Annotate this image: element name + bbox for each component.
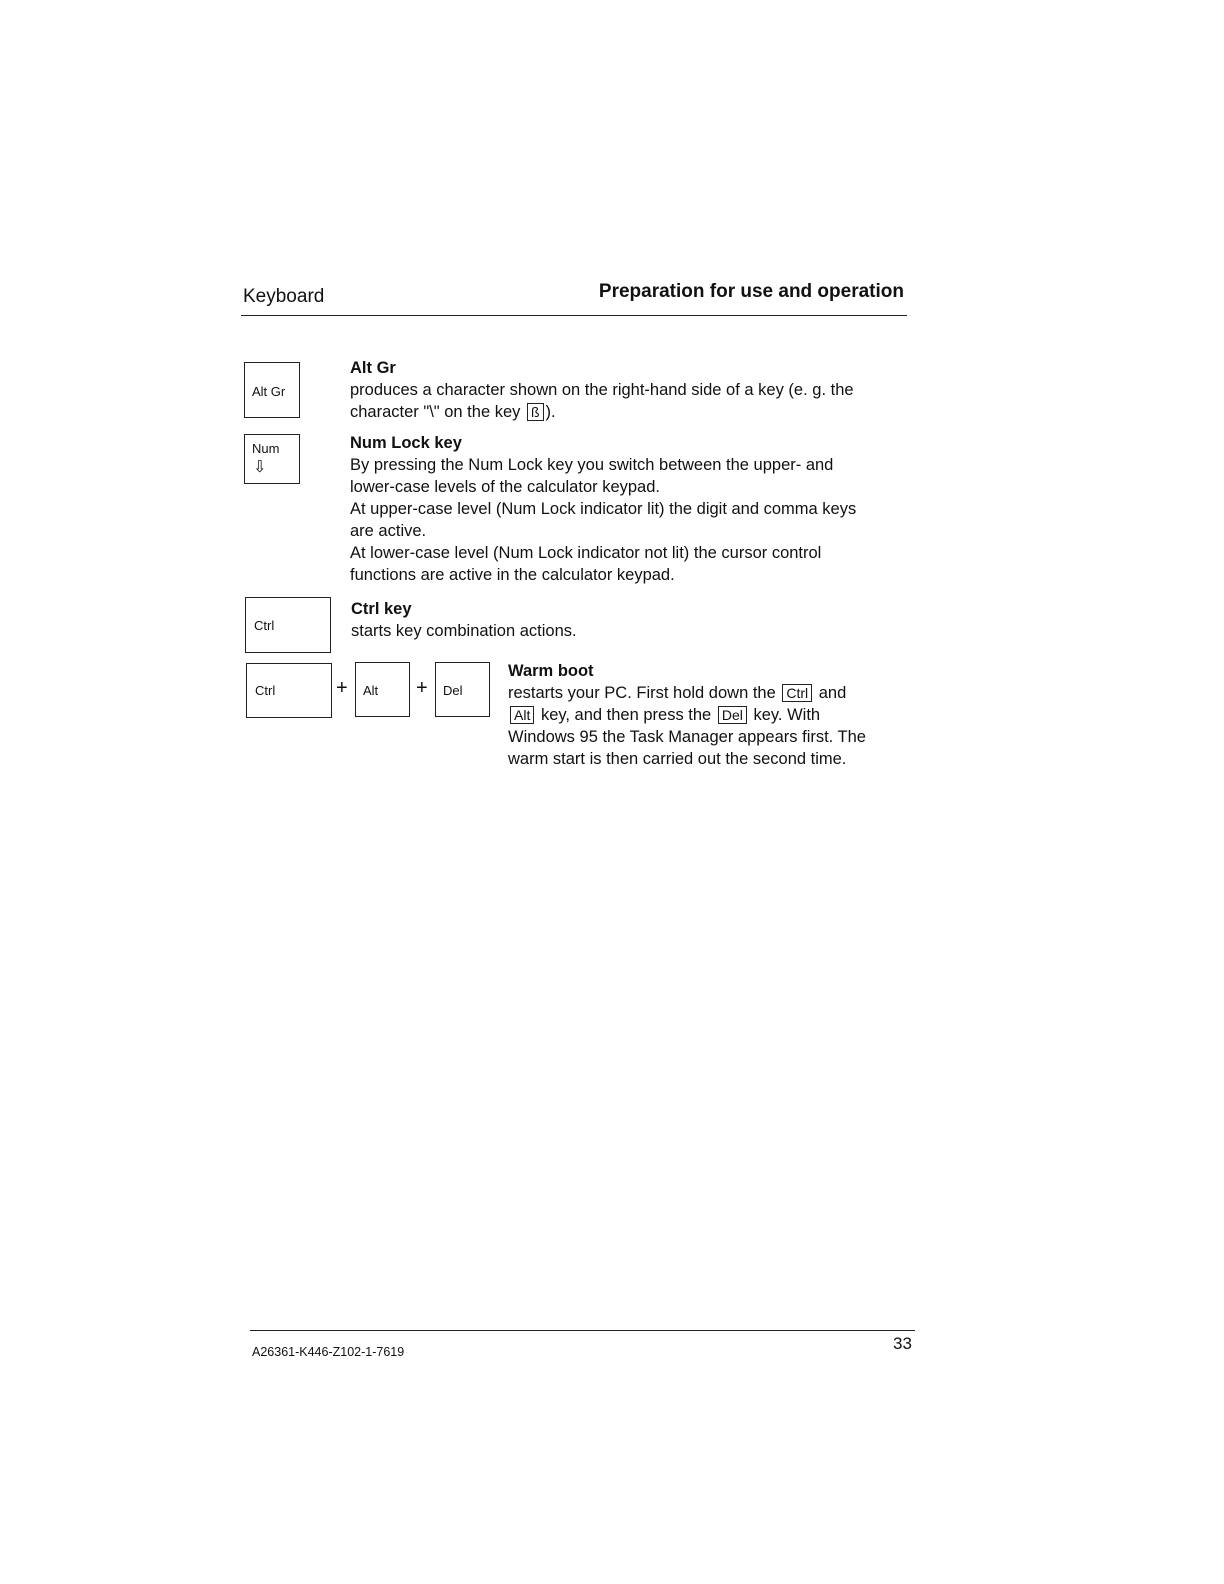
altgr-desc-suffix: ). bbox=[545, 403, 556, 421]
altgr-section bbox=[350, 357, 910, 423]
combo-del-key-label: Del bbox=[443, 683, 463, 698]
ctrl-desc: starts key combination actions. bbox=[351, 622, 577, 640]
numlock-line: are active. bbox=[350, 522, 427, 540]
combo-ctrl-key-icon bbox=[246, 663, 332, 718]
warmboot-line2 bbox=[508, 704, 908, 726]
numlock-line: functions are active in the calculator keypad. bbox=[350, 566, 675, 584]
altgr-key-label: Alt Gr bbox=[252, 384, 286, 399]
altgr-desc-prefix: character "\" on the key bbox=[350, 403, 525, 421]
header-rule bbox=[241, 315, 907, 316]
document-code: A26361-K446-Z102-1-7619 bbox=[252, 1345, 405, 1359]
eszett-key-icon: ß bbox=[527, 403, 544, 421]
ctrl-key-icon bbox=[245, 597, 331, 653]
warmboot-line1-prefix: restarts your PC. First hold down the bbox=[508, 684, 776, 702]
combo-alt-key-icon bbox=[355, 662, 410, 717]
footer-rule bbox=[250, 1330, 915, 1331]
warmboot-line1 bbox=[508, 682, 908, 704]
altgr-title: Alt Gr bbox=[350, 359, 396, 377]
ctrl-key-label: Ctrl bbox=[254, 618, 275, 633]
alt-inline-key-icon: Alt bbox=[510, 706, 534, 724]
ctrl-title: Ctrl key bbox=[351, 600, 412, 618]
del-inline-key-icon: Del bbox=[718, 706, 747, 724]
plus-sign: + bbox=[336, 677, 348, 699]
plus-sign: + bbox=[416, 677, 428, 699]
ctrl-inline-key-icon: Ctrl bbox=[782, 684, 812, 702]
down-arrow-icon: ⇩ bbox=[253, 459, 267, 476]
warmboot-line3: Windows 95 the Task Manager appears first. The bbox=[508, 728, 866, 746]
warmboot-line2-mid: key, and then press the bbox=[540, 706, 712, 724]
combo-alt-key-label: Alt bbox=[363, 683, 379, 698]
numlock-line: By pressing the Num Lock key you switch between the upper- and bbox=[350, 456, 834, 474]
combo-del-key-icon bbox=[435, 662, 490, 717]
warmboot-section bbox=[508, 660, 908, 770]
combo-ctrl-key-label: Ctrl bbox=[255, 683, 276, 698]
numlock-line: lower-case levels of the calculator keypad. bbox=[350, 478, 660, 496]
warmboot-line4: warm start is then carried out the second time. bbox=[508, 750, 847, 768]
num-key-label: Num bbox=[252, 441, 280, 456]
numlock-line: At upper-case level (Num Lock indicator lit) the digit and comma keys bbox=[350, 500, 857, 518]
warmboot-line2-suffix: key. With bbox=[753, 706, 821, 724]
header-chapter-title: Preparation for use and operation bbox=[598, 281, 904, 302]
warmboot-line1-suffix: and bbox=[818, 684, 847, 702]
numlock-line: At lower-case level (Num Lock indicator not lit) the cursor control bbox=[350, 544, 822, 562]
numlock-section bbox=[350, 432, 910, 586]
altgr-desc-line2 bbox=[350, 401, 910, 423]
header-section-title: Keyboard bbox=[243, 286, 325, 307]
altgr-key-icon bbox=[244, 362, 300, 418]
altgr-desc-line1: produces a character shown on the right-hand side of a key (e. g. the bbox=[350, 381, 854, 399]
warmboot-title: Warm boot bbox=[508, 662, 594, 680]
ctrl-section bbox=[351, 598, 911, 642]
page-number: 33 bbox=[893, 1334, 912, 1353]
numlock-title: Num Lock key bbox=[350, 434, 462, 452]
num-lock-key-icon bbox=[244, 434, 300, 484]
